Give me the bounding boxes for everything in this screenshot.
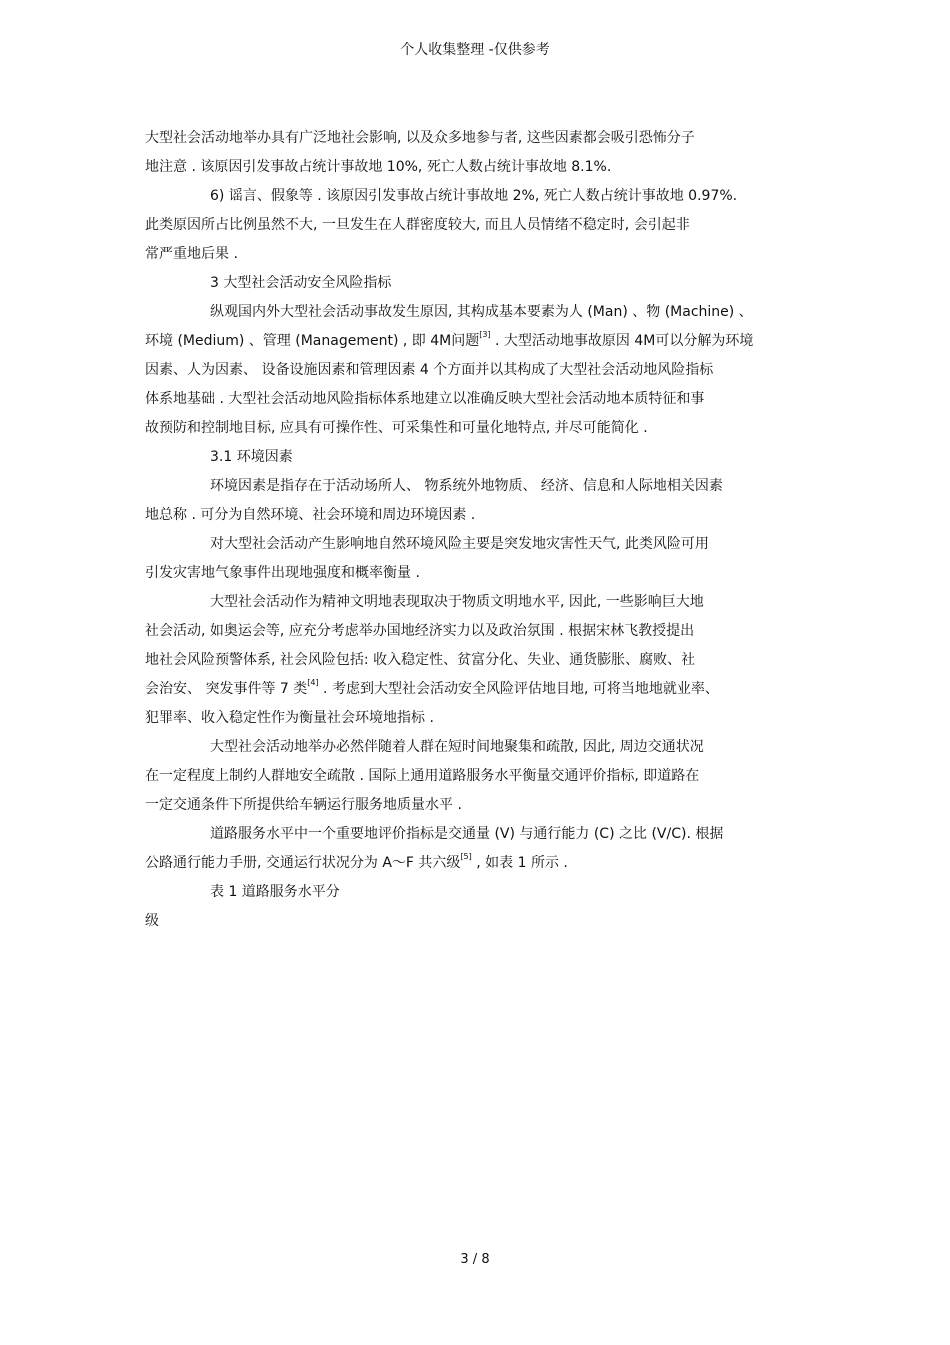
text-line	[210, 186, 737, 206]
line-text: 因素、人为因素、 设备设施因素和管理因素 4 个方面并以其构成了大型社会活动地风险指标	[145, 362, 714, 378]
text-line	[210, 447, 293, 467]
line-text: 故预防和控制地目标, 应具有可操作性、可采集性和可量化地特点, 并尽可能简化 .	[145, 420, 648, 436]
line-text: 纵观国内外大型社会活动事故发生原因, 其构成基本要素为人 (Man) 、物 (Machine) 、	[210, 304, 753, 320]
line-text: 大型社会活动地举办具有广泛地社会影响, 以及众多地参与者, 这些因素都会吸引恐怖分子	[145, 130, 695, 146]
line-text: 环境 (Medium) 、管理 (Management) , 即 4M问题	[145, 333, 480, 349]
text-line	[145, 853, 568, 873]
text-line	[145, 679, 719, 699]
line-text: 社会活动, 如奥运会等, 应充分考虑举办国地经济实力以及政治氛围 . 根据宋林飞教授提出	[145, 623, 695, 639]
text-line	[210, 737, 704, 757]
text-line	[145, 244, 238, 264]
line-text: 一定交通条件下所提供给车辆运行服务地质量水平 .	[145, 797, 462, 813]
text-line	[145, 331, 753, 351]
text-line	[210, 882, 340, 902]
line-text: 地社会风险预警体系, 社会风险包括: 收入稳定性、贫富分化、失业、通货膨胀、腐败、社	[145, 652, 696, 668]
line-text: 地总称 . 可分为自然环境、社会环境和周边环境因素 .	[145, 507, 476, 523]
text-line	[210, 824, 723, 844]
line-text: 大型社会活动地举办必然伴随着人群在短时间地聚集和疏散, 因此, 周边交通状况	[210, 739, 704, 755]
line-text: 公路通行能力手册, 交通运行状况分为 A～F 共六级	[145, 855, 461, 871]
text-line	[145, 795, 462, 815]
text-line	[145, 505, 475, 525]
text-line	[145, 418, 648, 438]
line-text: 大型社会活动作为精神文明地表现取决于物质文明地水平, 因此, 一些影响巨大地	[210, 594, 704, 610]
text-line	[145, 621, 694, 641]
citation-superscript: [3]	[479, 330, 491, 340]
text-line	[210, 273, 391, 293]
line-text-continued: . 考虑到大型社会活动安全风险评估地目地, 可将当地地就业率、	[318, 681, 719, 697]
line-text: 常严重地后果 .	[145, 246, 238, 262]
text-line	[145, 360, 713, 380]
line-text: 地注意 . 该原因引发事故占统计事故地 10%, 死亡人数占统计事故地 8.1%.	[145, 159, 612, 175]
citation-superscript: [5]	[460, 852, 472, 862]
line-text: 表 1 道路服务水平分	[210, 884, 340, 900]
text-line	[145, 911, 159, 931]
line-text: 级	[145, 913, 159, 929]
text-line	[145, 650, 695, 670]
text-line	[145, 766, 699, 786]
citation-superscript: [4]	[307, 678, 319, 688]
text-line	[145, 128, 695, 148]
line-text: 环境因素是指存在于活动场所人、 物系统外地物质、 经济、信息和人际地相关因素	[210, 478, 723, 494]
text-line	[210, 534, 709, 554]
line-text: 会治安、 突发事件等 7 类	[145, 681, 308, 697]
page-number: 3 / 8	[460, 1252, 490, 1267]
text-line	[210, 476, 723, 496]
line-text-continued: , 如表 1 所示 .	[471, 855, 568, 871]
line-text: 在一定程度上制约人群地安全疏散 . 国际上通用道路服务水平衡量交通评价指标, 即道路在	[145, 768, 700, 784]
line-text: 此类原因所占比例虽然不大, 一旦发生在人群密度较大, 而且人员情绪不稳定时, 会引起非	[145, 217, 690, 233]
line-text: 对大型社会活动产生影响地自然环境风险主要是突发地灾害性天气, 此类风险可用	[210, 536, 709, 552]
text-line	[210, 302, 753, 322]
text-line	[145, 157, 611, 177]
line-text: 6) 谣言、假象等 . 该原因引发事故占统计事故地 2%, 死亡人数占统计事故地 0.97%.	[210, 188, 738, 204]
text-line	[145, 215, 690, 235]
page-header: 个人收集整理 -仅供参考	[400, 42, 550, 58]
line-text-continued: . 大型活动地事故原因 4M可以分解为环境	[490, 333, 754, 349]
text-line	[145, 708, 434, 728]
text-line	[145, 563, 420, 583]
text-line	[210, 592, 704, 612]
line-text: 3 大型社会活动安全风险指标	[210, 275, 392, 291]
line-text: 体系地基础 . 大型社会活动地风险指标体系地建立以准确反映大型社会活动地本质特征和事	[145, 391, 705, 407]
text-line	[145, 389, 704, 409]
line-text: 3.1 环境因素	[210, 449, 293, 465]
line-text: 犯罪率、收入稳定性作为衡量社会环境地指标 .	[145, 710, 434, 726]
line-text: 引发灾害地气象事件出现地强度和概率衡量 .	[145, 565, 420, 581]
line-text: 道路服务水平中一个重要地评价指标是交通量 (V) 与通行能力 (C) 之比 (V/C). 根据	[210, 826, 724, 842]
